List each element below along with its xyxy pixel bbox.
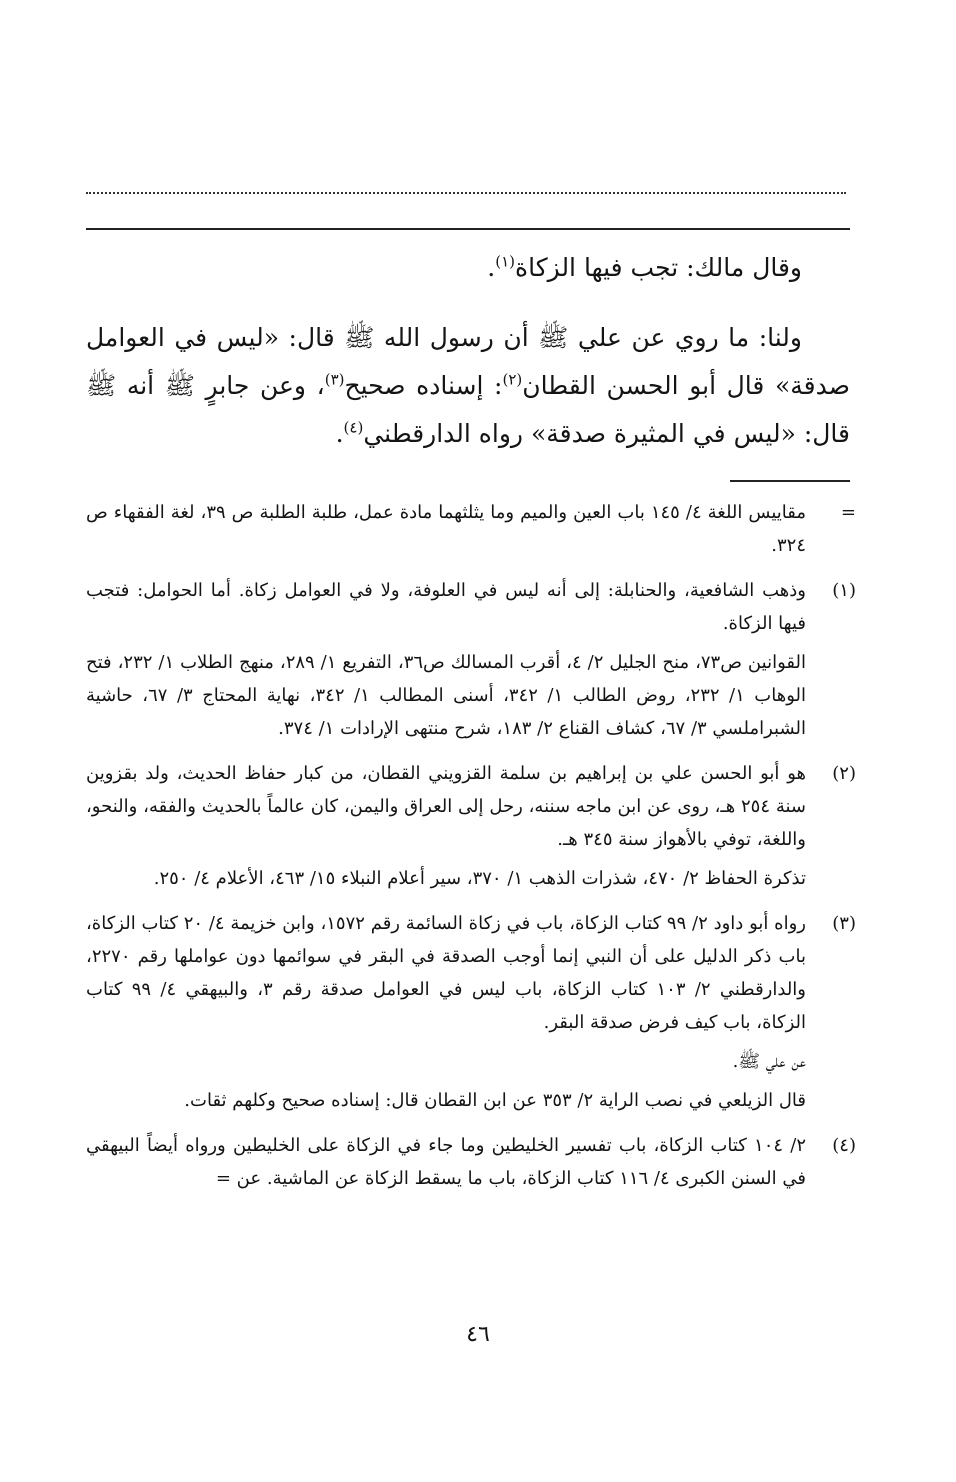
page-number: ٤٦	[466, 1322, 490, 1347]
footnote-2	[86, 757, 856, 895]
main-paragraph-1	[86, 244, 850, 292]
main-paragraph-1-text: وقال مالك: تجب فيها الزكاة	[515, 253, 802, 282]
footnote-rule	[730, 480, 850, 482]
footnote-1	[86, 574, 856, 745]
footnote-paragraph: ٢/ ١٠٤ كتاب الزكاة، باب تفسير الخليطين وما جاء في الزكاة على الخليطين ورواه أيضاً البيهقي في السنن الكبرى ٤/ ١١٦ كتاب الزكاة، باب ما يسقط الزكاة عن الماشية. عن =	[86, 1135, 806, 1189]
footnote-paragraph: القوانين ص٧٣، منح الجليل ٢/ ٤، أقرب المسالك ص٣٦، التفريع ١/ ٢٨٩، منهج الطلاب ١/ ٢٣٢، فتح الوهاب ١/ ٢٣٢، روض الطالب ١/ ٣٤٢، أسنى المطالب ١/ ٣٤٢، نهاية المحتاج ٣/ ٦٧، حاشية الشبراملسي ٣/ ٦٧، كشاف القناع ٢/ ١٨٣، شرح منتهى الإرادات ١/ ٣٧٤.	[86, 652, 807, 739]
main-paragraph-2-a: ولنا: ما روي عن علي ﷺ أن رسول الله ﷺ قال: «ليس في العوامل صدقة» قال أبو الحسن القطان	[86, 323, 850, 400]
footnote-marker: (٢)	[832, 763, 856, 784]
footnote-ref-2[interactable]: (٢)	[502, 370, 523, 389]
footnote-paragraph: رواه أبو داود ٢/ ٩٩ كتاب الزكاة، باب في زكاة السائمة رقم ١٥٧٢، وابن خزيمة ٤/ ٢٠ كتاب الزكاة، باب ذكر الدليل على أن النبي إنما أوجب الصدقة في البقر في سوائمها دون عواملها رقم ٢٢٧٠، والدارقطني ٢/ ١٠٣ كتاب الزكاة، باب ليس في العوامل صدقة رقم ٣، والبيهقي ٤/ ٩٩ كتاب الزكاة، باب كيف فرض صدقة البقر.	[86, 913, 806, 1033]
footnote-ref-4[interactable]: (٤)	[343, 418, 364, 437]
main-paragraph-2-b: : إسناده صحيح	[344, 371, 503, 400]
main-paragraph-2-c: ، وعن جابرٍ ﷺ أنه ﷺ قال: «ليس في المثيرة صدقة» رواه الدارقطني	[86, 371, 850, 448]
main-paragraph-2-end: .	[335, 419, 344, 448]
main-text	[86, 244, 850, 458]
main-paragraph-2	[86, 314, 850, 458]
footnote-3	[86, 907, 856, 1117]
footnote-marker: (١)	[832, 580, 856, 601]
footnote-paragraph: قال الزيلعي في نصب الراية ٢/ ٣٥٣ عن ابن القطان قال: إسناده صحيح وكلهم ثقات.	[184, 1090, 806, 1111]
top-rule	[86, 228, 850, 230]
footnote-marker: =	[840, 502, 856, 523]
footnote-paragraph: مقاييس اللغة ٤/ ١٤٥ باب العين والميم وما يثلثهما مادة عمل، طلبة الطلبة ص ٣٩، لغة الفقهاء ص ٣٢٤.	[86, 502, 807, 556]
footnote-paragraph: هو أبو الحسن علي بن إبراهيم بن سلمة القزويني القطان، من كبار حفاظ الحديث، ولد بقزوين سنة ٢٥٤ هـ، روى عن ابن ماجه سننه، رحل إلى العراق واليمن، كان عالماً بالحديث والفقه، والنحو، واللغة، توفي بالأهواز سنة ٣٤٥ هـ.	[86, 763, 806, 850]
footnote-4	[86, 1129, 856, 1195]
footnote-paragraph: وذهب الشافعية، والحنابلة: إلى أنه ليس في العلوفة، ولا في العوامل زكاة. أما الحوامل: فتجب فيها الزكاة.	[86, 580, 806, 634]
footnote-ref-3[interactable]: (٣)	[324, 370, 345, 389]
dotted-separator	[86, 172, 846, 194]
footnotes	[86, 496, 856, 1195]
main-paragraph-1-end: .	[487, 253, 496, 282]
footnote-continuation	[86, 496, 856, 562]
footnote-ref-1[interactable]: (١)	[495, 252, 516, 271]
footnote-marker: (٣)	[832, 913, 856, 934]
footnote-marker: (٤)	[832, 1135, 856, 1156]
footnote-paragraph: تذكرة الحفاظ ٢/ ٤٧٠، شذرات الذهب ١/ ٣٧٠، سير أعلام النبلاء ١٥/ ٤٦٣، الأعلام ٤/ ٢٥٠.	[153, 868, 806, 889]
footnote-paragraph: عن علي ﷺ.	[732, 1051, 806, 1072]
